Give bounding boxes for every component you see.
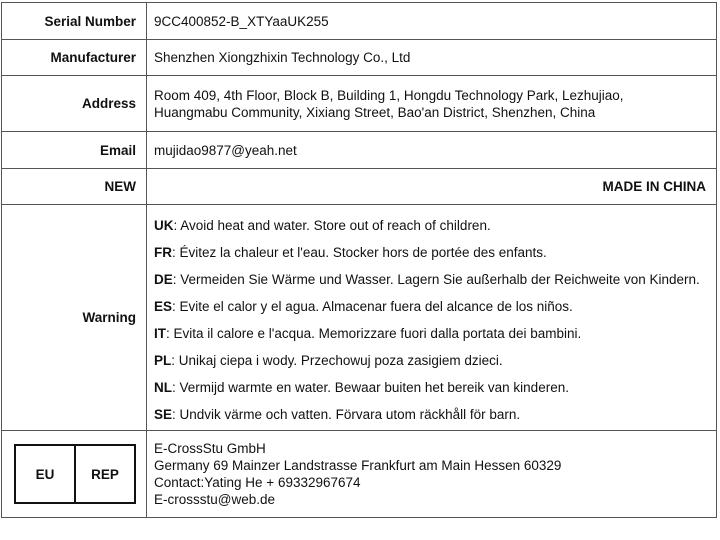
origin-label: MADE IN CHINA [147,169,717,205]
product-label-table [1,2,717,518]
rep-contact: Contact:Yating He + 69332967674 [154,475,361,490]
warning-item-fr [154,244,710,261]
warning-text: : Undvik värme och vatten. Förvara utom räckhåll för barn. [172,407,521,422]
serial-number-value: 9CC400852-B_XTYaaUK255 [147,3,717,40]
warning-code: ES [154,299,173,314]
rep-address: Germany 69 Mainzer Landstrasse Frankfurt am Main Hessen 60329 [154,458,562,473]
warning-code: PL [154,353,172,368]
address-line-2: Huangmabu Community, Xixiang Street, Bao'an District, Shenzhen, China [154,104,596,120]
warning-list [147,205,717,431]
manufacturer-row [2,40,717,76]
warning-item-se [154,406,710,423]
eu-rep-symbol [14,444,136,504]
warning-label: Warning [2,205,147,431]
address-label: Address [2,76,147,132]
warning-code: UK [154,218,174,233]
eu-mark: EU [16,446,76,502]
manufacturer-value: Shenzhen Xiongzhixin Technology Co., Ltd [147,40,717,76]
address-value [147,76,717,132]
address-row [2,76,717,132]
eu-rep-symbol-cell [2,431,147,518]
warning-text: : Vermeiden Sie Wärme und Wasser. Lagern Sie außerhalb der Reichweite von Kindern. [172,272,700,287]
rep-company: E-CrossStu GmbH [154,441,266,456]
serial-number-label: Serial Number [2,3,147,40]
rep-email: E-crossstu@web.de [154,492,275,507]
condition-row [2,169,717,205]
warning-code: IT [154,326,166,341]
warning-item-it [154,325,710,342]
warning-text: : Vermijd warmte en water. Bewaar buiten het bereik van kinderen. [172,380,569,395]
serial-number-row [2,3,717,40]
warning-text: : Unikaj ciepa i wody. Przechowuj poza zasigiem dzieci. [171,353,503,368]
email-value: mujidao9877@yeah.net [147,132,717,169]
address-line-1: Room 409, 4th Floor, Block B, Building 1, Hongdu Technology Park, Lezhujiao, [154,87,624,103]
warning-item-uk [154,217,710,234]
warning-code: NL [154,380,172,395]
warning-item-nl [154,379,710,396]
warning-text: : Evite el calor y el agua. Almacenar fuera del alcance de los niños. [172,299,573,314]
warning-item-pl [154,352,710,369]
warning-code: SE [154,407,173,422]
warning-row [2,205,717,431]
warning-code: FR [154,245,172,260]
warning-text: : Évitez la chaleur et l'eau. Stocker hors de portée des enfants. [172,245,547,260]
warning-item-de [154,271,710,288]
warning-code: DE [154,272,173,287]
warning-item-es [154,298,710,315]
warning-text: : Avoid heat and water. Store out of reach of children. [173,218,491,233]
manufacturer-label: Manufacturer [2,40,147,76]
eu-rep-row [2,431,717,518]
email-label: Email [2,132,147,169]
rep-mark: REP [91,466,119,482]
warning-text: : Evita il calore e l'acqua. Memorizzare fuori dalla portata dei bambini. [166,326,582,341]
email-row [2,132,717,169]
condition-label: NEW [2,169,147,205]
eu-rep-details [147,431,717,518]
